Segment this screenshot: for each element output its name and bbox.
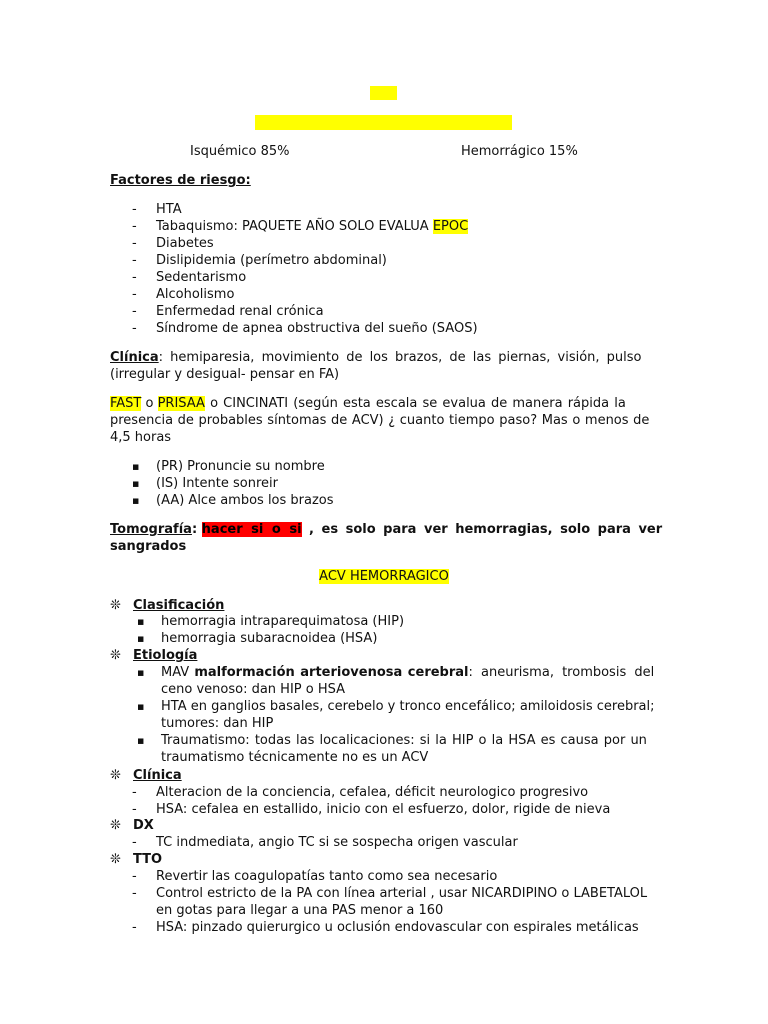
list-item: ▪ hemorragia intraparequimatosa (HIP) <box>137 614 405 629</box>
star-marker: ❊ <box>110 598 121 613</box>
section-tto: ❊ TTO <box>110 852 163 867</box>
title-highlight-long <box>255 115 512 130</box>
list-item: ▪ (AA) Alce ambos los brazos <box>132 493 334 508</box>
tto-control-pa: Control estricto de la PA con línea arterial , usar NICARDIPINO o LABETALOL en gotas para llegar a una PAS menor a 160 <box>156 886 648 918</box>
title-highlight-short <box>370 86 397 100</box>
list-item: ▪ <box>137 666 145 679</box>
star-marker: ❊ <box>110 768 121 783</box>
list-item: - HTA <box>132 202 182 217</box>
list-item: - Síndrome de apnea obstructiva del sueño (SAOS) <box>132 321 478 336</box>
tomografia-paragraph: Tomografía: hacer si o si , es solo para ver hemorragias, solo para ver sangrados <box>110 522 663 554</box>
etiologia-trauma: Traumatismo: todas las localicaciones: si la HIP o la HSA es causa por un traumatismo técnicamente no es un ACV <box>161 733 647 765</box>
list-item: ▪ <box>137 700 145 713</box>
list-item: - Alteracion de la conciencia, cefalea, déficit neurologico progresivo <box>132 785 589 800</box>
list-item: ▪ (IS) Intente sonreir <box>132 476 278 491</box>
fast-highlight: FAST <box>110 396 142 411</box>
list-item: - Dislipidemia (perímetro abdominal) <box>132 253 387 268</box>
fast-paragraph: FAST o PRISAA o CINCINATI (según esta escala se evalua de manera rápida la presencia de probables síntomas de ACV) ¿ cuanto tiempo paso? Mas o menos de 4,5 horas <box>110 396 650 445</box>
acv-hemorragico-title: ACV HEMORRAGICO <box>319 569 449 584</box>
list-item: - Enfermedad renal crónica <box>132 304 324 319</box>
section-clasificacion: ❊ Clasificación <box>110 598 225 613</box>
section-clinica: ❊ Clínica <box>110 768 182 783</box>
clinica-paragraph: Clínica: hemiparesia, movimiento de los brazos, de las piernas, visión, pulso (irregular y desigual- pensar en FA) <box>110 350 642 382</box>
list-item: - Revertir las coagulopatías tanto como sea necesario <box>132 869 498 884</box>
list-item: - Alcoholismo <box>132 287 235 302</box>
star-marker: ❊ <box>110 852 121 867</box>
list-item: ▪ <box>137 734 145 747</box>
prisaa-highlight: PRISAA <box>157 396 205 411</box>
etiologia-mav: MAV malformación arteriovenosa cerebral: aneurisma, trombosis del ceno venoso: dan HIP o HSA <box>161 665 655 697</box>
list-item: - Sedentarismo <box>132 270 247 285</box>
list-item: - TC indmediata, angio TC si se sospecha origen vascular <box>132 835 518 850</box>
list-item: - HSA: pinzado quierurgico u oclusión endovascular con espirales metálicas <box>132 920 639 935</box>
risk-heading: Factores de riesgo: <box>110 173 251 188</box>
star-marker: ❊ <box>110 648 121 663</box>
epoc-highlight: EPOC <box>432 219 469 234</box>
list-item: - <box>132 886 137 901</box>
etiologia-hta: HTA en ganglios basales, cerebelo y tronco encefálico; amiloidosis cerebral; tumores: dan HIP <box>161 699 655 731</box>
dash-marker: - <box>132 202 137 217</box>
section-dx: ❊ DX <box>110 818 154 833</box>
stat-hemorragico: Hemorrágico 15% <box>461 144 578 159</box>
stat-isquemico: Isquémico 85% <box>190 144 290 159</box>
star-marker: ❊ <box>110 818 121 833</box>
list-item: ▪ (PR) Pronuncie su nombre <box>132 459 325 474</box>
red-highlight: hacer si o si <box>201 522 302 537</box>
list-item: - Diabetes <box>132 236 214 251</box>
list-item: - Tabaquismo: PAQUETE AÑO SOLO EVALUA EPOC <box>132 219 469 234</box>
square-marker: ▪ <box>132 460 140 473</box>
section-etiologia: ❊ Etiología <box>110 648 198 663</box>
list-item: ▪ hemorragia subaracnoidea (HSA) <box>137 631 378 646</box>
list-item: - HSA: cefalea en estallido, inicio con el esfuerzo, dolor, rigide de nieva <box>132 802 611 817</box>
